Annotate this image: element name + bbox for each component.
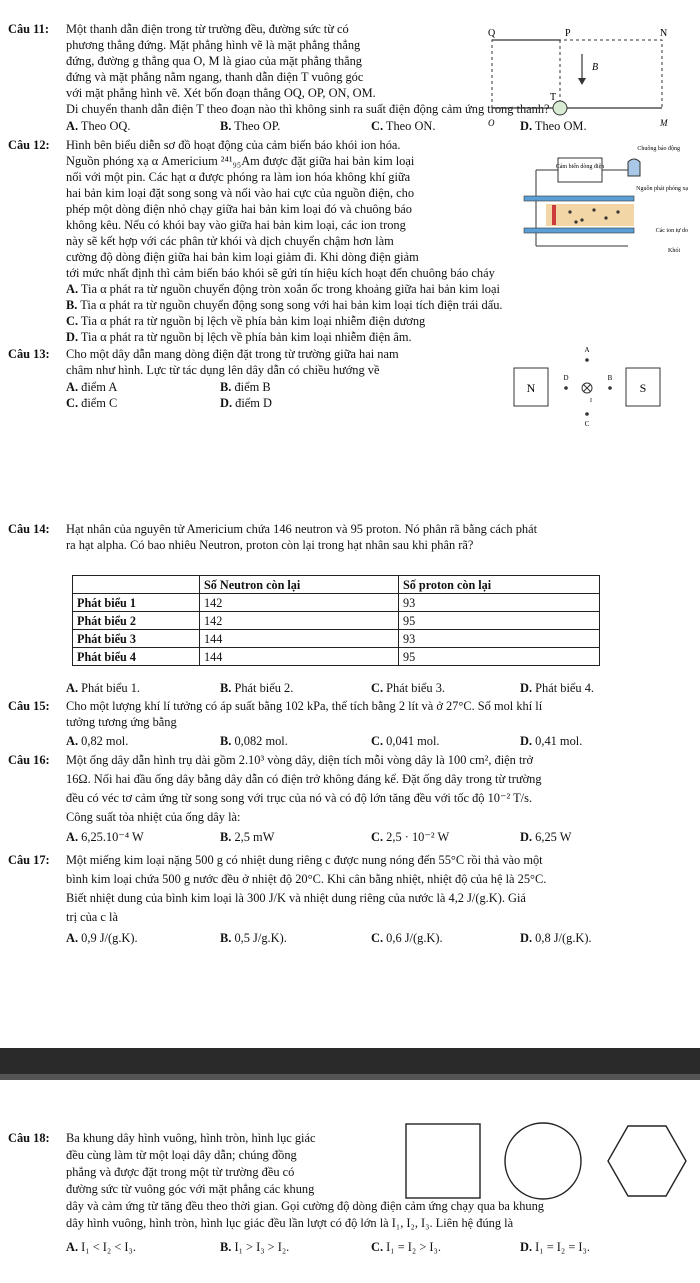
q15-label: Câu 15: bbox=[8, 699, 50, 713]
q11-figure-frame bbox=[492, 40, 662, 108]
q13-label-I: I bbox=[590, 398, 592, 404]
q12-ions-label: Các ion tự do bbox=[655, 228, 688, 234]
q16-line-1: Một ống dây dẫn hình trụ dài gồm 2.10³ vòng dây, diện tích mỗi vòng dây là 100 cm², điện trở bbox=[66, 753, 534, 767]
table-row: Phát biểu 4 144 95 bbox=[73, 648, 600, 666]
q15-line-2: tưởng tương ứng bằng bbox=[66, 715, 177, 729]
q14-label: Câu 14: bbox=[8, 522, 50, 536]
q16-option-d[interactable]: D. 6,25 W bbox=[520, 830, 572, 844]
option-letter: C. bbox=[371, 931, 384, 945]
q11-label-M: M bbox=[660, 118, 668, 128]
q13-option-a[interactable]: A. điểm A bbox=[66, 380, 118, 394]
option-letter: B. bbox=[220, 380, 232, 394]
q13-label: Câu 13: bbox=[8, 347, 50, 361]
q14-table-header: Số Neutron còn lại Số proton còn lại bbox=[73, 576, 600, 594]
q12-option-b[interactable]: B. Tia α phát ra từ nguồn chuyển động song song với hai bản kim loại tích điện trái dấu. bbox=[66, 298, 503, 312]
q18-label: Câu 18: bbox=[8, 1131, 50, 1145]
q13-option-d[interactable]: D. điểm D bbox=[220, 396, 272, 410]
option-letter: B. bbox=[220, 734, 232, 748]
option-letter: B. bbox=[220, 1240, 232, 1254]
q11-label-B: B bbox=[592, 62, 599, 73]
q12-option-a[interactable]: A. Tia α phát ra từ nguồn chuyển động tròn xoắn ốc trong khoảng giữa hai bản kim loại bbox=[66, 282, 500, 296]
q14-option-c[interactable]: C. Phát biểu 3. bbox=[371, 681, 445, 695]
q12-bottom-plate bbox=[524, 228, 634, 233]
q14-option-d[interactable]: D. Phát biểu 4. bbox=[520, 681, 594, 695]
option-letter: B. bbox=[220, 119, 232, 133]
q18-square-loop bbox=[406, 1124, 480, 1198]
q12-top-plate bbox=[524, 196, 634, 201]
q11-label-N: N bbox=[660, 28, 668, 39]
q14-line-1: Hạt nhân của nguyên tử Americium chứa 146 neutron và 95 proton. Nó phân rã bằng cách phát bbox=[66, 522, 538, 536]
q11-label-O: O bbox=[488, 118, 495, 128]
q14-option-b[interactable]: B. Phát biểu 2. bbox=[220, 681, 294, 695]
q12-line-6: không kêu. Nếu có khói bay vào giữa hai bản kim loại, các ion trong bbox=[66, 218, 406, 232]
option-letter: C. bbox=[371, 1240, 384, 1254]
option-letter: D. bbox=[520, 830, 533, 844]
q18-line-3: phẳng và được đặt trong một từ trường đều có bbox=[66, 1165, 295, 1179]
option-letter: C. bbox=[66, 396, 79, 410]
option-letter: B. bbox=[220, 931, 232, 945]
q11-option-a[interactable]: A. Theo OQ. bbox=[66, 119, 131, 133]
option-letter: D. bbox=[520, 931, 533, 945]
q15-option-a[interactable]: A. 0,82 mol. bbox=[66, 734, 129, 748]
page-break-band-shadow bbox=[0, 1074, 700, 1080]
q11-option-b[interactable]: B. Theo OP. bbox=[220, 119, 281, 133]
q16-label: Câu 16: bbox=[8, 753, 50, 767]
q18-line-2: đều cùng làm từ một loại dây dẫn; chúng đồng bbox=[66, 1148, 297, 1162]
option-letter: A. bbox=[66, 931, 79, 945]
option-letter: D. bbox=[520, 1240, 533, 1254]
option-letter: A. bbox=[66, 119, 79, 133]
option-letter: B. bbox=[220, 830, 232, 844]
q13-label-C: C bbox=[584, 420, 590, 428]
option-letter: A. bbox=[66, 380, 79, 394]
q15-option-c[interactable]: C. 0,041 mol. bbox=[371, 734, 440, 748]
q13-line-1: Cho một dây dẫn mang dòng điện đặt trong từ trường giữa hai nam bbox=[66, 347, 399, 361]
q12-line-8: cường độ dòng điện giữa hai bản kim loại giảm đi. Khi dòng điện giảm bbox=[66, 250, 419, 264]
q12-source bbox=[552, 205, 556, 225]
option-letter: A. bbox=[66, 830, 79, 844]
q17-line-3: Biết nhiệt dung của bình kim loại là 300 J/K và nhiệt dung riêng của nước là 4,2 J/(g.K). Giá bbox=[66, 891, 526, 905]
option-letter: C. bbox=[371, 734, 384, 748]
q17-line-2: bình kim loại chứa 500 g nước đều ở nhiệt độ 20°C. Khi cân bằng nhiệt, nhiệt độ của hệ là 25°C. bbox=[66, 872, 547, 886]
q11-label-P: P bbox=[565, 28, 571, 39]
option-letter: D. bbox=[220, 396, 233, 410]
q16-option-c[interactable]: C. 2,5 · 10⁻² W bbox=[371, 830, 450, 844]
q12-line-4: hai bản kim loại đặt song song và nối vào hai cực của nguồn điện, cho bbox=[66, 186, 415, 200]
q13-label-S: S bbox=[639, 381, 647, 395]
q17-line-4: trị của c là bbox=[66, 910, 118, 924]
q11-line-1: Một thanh dẫn điện trong từ trường đều, đường sức từ có bbox=[66, 22, 349, 36]
q11-label-T: T bbox=[550, 92, 557, 103]
q14-line-2: ra hạt alpha. Có bao nhiêu Neutron, proton còn lại trong hạt nhân sau khi phân rã? bbox=[66, 538, 474, 552]
page-break-band bbox=[0, 1048, 700, 1074]
q11-line-5: với mặt phẳng hình vẽ. Xét bốn đoạn thẳng OQ, OP, ON, OM. bbox=[66, 86, 376, 100]
q12-figure bbox=[510, 140, 692, 268]
q18-option-d[interactable]: D. I₁ = I₂ = I₃. bbox=[520, 1240, 590, 1254]
q12-sensor-label: Cảm biến dòng điện bbox=[555, 164, 605, 170]
q11-label: Câu 11: bbox=[8, 22, 49, 36]
q11-line-2: phương thẳng đứng. Mặt phẳng hình vẽ là mặt phẳng thẳng bbox=[66, 38, 361, 52]
option-letter: D. bbox=[520, 681, 533, 695]
q17-label: Câu 17: bbox=[8, 853, 50, 867]
q12-option-c[interactable]: C. Tia α phát ra từ nguồn bị lệch về phía bản kim loại nhiễm điện dương bbox=[66, 314, 426, 328]
q17-option-c[interactable]: C. 0,6 J/(g.K). bbox=[371, 931, 443, 945]
q11-conductor-T bbox=[553, 101, 567, 115]
q13-label-B: B bbox=[607, 374, 613, 382]
q13-label-A: A bbox=[584, 346, 590, 354]
q18-circle-loop bbox=[505, 1123, 581, 1199]
q15-line-1: Cho một lượng khí lí tưởng có áp suất bằng 102 kPa, thể tích bằng 2 lít và ở 27°C. Số mol khí lí bbox=[66, 699, 543, 713]
option-letter: D. bbox=[66, 330, 79, 344]
q11-label-Q: Q bbox=[488, 28, 496, 39]
q18-option-c[interactable]: C. I₁ = I₂ > I₃. bbox=[371, 1240, 441, 1254]
q18-hexagon-loop bbox=[608, 1126, 686, 1196]
q15-option-b[interactable]: B. 0,082 mol. bbox=[220, 734, 288, 748]
q14-option-a[interactable]: A. Phát biểu 1. bbox=[66, 681, 140, 695]
table-row: Phát biểu 1 142 93 bbox=[73, 594, 600, 612]
option-letter: C. bbox=[371, 119, 384, 133]
q18-figure bbox=[400, 1120, 698, 1204]
q13-line-2: châm như hình. Lực từ tác dụng lên dây dẫn có chiều hướng về bbox=[66, 363, 380, 377]
q12-sensor-box bbox=[558, 158, 602, 182]
q12-line-1: Hình bên biểu diễn sơ đồ hoạt động của cảm biến báo khói ion hóa. bbox=[66, 138, 401, 152]
option-letter: D. bbox=[520, 734, 533, 748]
q17-option-d[interactable]: D. 0,8 J/(g.K). bbox=[520, 931, 592, 945]
q12-line-7: này sẽ kết hợp với các phân tử khói và dịch chuyển chậm hơn làm bbox=[66, 234, 394, 248]
q16-line-4: Công suất tỏa nhiệt của ống dây là: bbox=[66, 810, 241, 824]
option-letter: A. bbox=[66, 282, 79, 296]
q12-label: Câu 12: bbox=[8, 138, 50, 152]
q17-option-b[interactable]: B. 0,5 J/g.K). bbox=[220, 931, 287, 945]
option-letter: A. bbox=[66, 681, 79, 695]
q18-line-4: đường sức từ vuông góc với mặt phẳng các khung bbox=[66, 1182, 315, 1196]
q14-table bbox=[72, 575, 600, 666]
option-letter: C. bbox=[371, 681, 384, 695]
q18-option-a[interactable]: A. I₁ < I₂ < I₃. bbox=[66, 1240, 136, 1254]
option-letter: D. bbox=[520, 119, 533, 133]
bell-icon bbox=[628, 159, 640, 176]
option-letter: C. bbox=[66, 314, 79, 328]
option-letter: A. bbox=[66, 734, 79, 748]
q18-line-1: Ba khung dây hình vuông, hình tròn, hình lục giác bbox=[66, 1131, 316, 1145]
q11-line-3: đứng, đường g thẳng qua O, M là giao của mặt phẳng thẳng bbox=[66, 54, 362, 68]
q18-line-5: dây và cảm ứng từ tăng đều theo thời gian. Gọi cường độ dòng điện cảm ứng chạy qua ba khung bbox=[66, 1199, 545, 1213]
q12-line-2: Nguồn phóng xạ α Americium ²⁴¹₉₅Am được đặt giữa hai bản kim loại bbox=[66, 154, 415, 168]
option-letter: B. bbox=[220, 681, 232, 695]
q13-label-N: N bbox=[526, 381, 536, 395]
q12-option-d[interactable]: D. Tia α phát ra từ nguồn bị lệch về phía bản kim loại nhiễm điện âm. bbox=[66, 330, 412, 344]
q12-line-5: phép một dòng điện nhỏ chạy giữa hai bản kim loại đó và chuông báo bbox=[66, 202, 413, 216]
option-letter: C. bbox=[371, 830, 384, 844]
q12-line-3: nối với một pin. Các hạt α được phóng ra làm ion hóa không khí giữa bbox=[66, 170, 411, 184]
q15-option-d[interactable]: D. 0,41 mol. bbox=[520, 734, 583, 748]
q12-bell-label: Chuông báo động bbox=[637, 146, 680, 152]
q16-option-b[interactable]: B. 2,5 mW bbox=[220, 830, 275, 844]
q16-line-3: đều có véc tơ cảm ứng từ song song với trục của nó và có độ lớn tăng đều với tốc độ 10⁻² T/s. bbox=[66, 791, 533, 805]
table-row: Phát biểu 2 142 95 bbox=[73, 612, 600, 630]
q17-line-1: Một miếng kim loại nặng 500 g có nhiệt dung riêng c được nung nóng đến 55°C rồi thả vào một bbox=[66, 853, 543, 867]
q13-option-b[interactable]: B. điểm B bbox=[220, 380, 271, 394]
q11-option-d[interactable]: D. Theo OM. bbox=[520, 119, 587, 133]
table-row: Phát biểu 3 144 93 bbox=[73, 630, 600, 648]
q12-smoke-label: Khói bbox=[668, 248, 680, 254]
q12-line-9: tới mức nhất định thì cảm biến báo khói sẽ gửi tín hiệu kích hoạt đến chuông báo cháy bbox=[66, 266, 495, 280]
q13-label-D: D bbox=[563, 374, 569, 382]
q11-line-6: Di chuyển thanh dẫn điện T theo đoạn nào thì không sinh ra suất điện động cảm ứng trong thanh? bbox=[66, 102, 550, 116]
q18-option-b[interactable]: B. I₁ > I₃ > I₂. bbox=[220, 1240, 290, 1254]
q11-option-c[interactable]: C. Theo ON. bbox=[371, 119, 436, 133]
option-letter: A. bbox=[66, 1240, 79, 1254]
q12-source-label: Nguồn phát phóng xạ bbox=[636, 186, 688, 192]
q13-figure bbox=[506, 344, 676, 428]
q13-option-c[interactable]: C. điểm C bbox=[66, 396, 118, 410]
q16-option-a[interactable]: A. 6,25.10⁻⁴ W bbox=[66, 830, 144, 844]
q16-line-2: 16Ω. Nối hai đầu ống dây bằng dây dẫn có điện trở không đáng kể. Đặt ống dây trong từ trường bbox=[66, 772, 542, 786]
q11-line-4: đứng và mặt phẳng nằm ngang, thanh dẫn điện T vuông góc bbox=[66, 70, 364, 84]
q17-option-a[interactable]: A. 0,9 J/(g.K). bbox=[66, 931, 138, 945]
q18-line-6: dây hình vuông, hình tròn, hình lục giác đều lần lượt có độ lớn là I₁, I₂, I₃. Liên hệ đúng là bbox=[66, 1216, 514, 1230]
option-letter: B. bbox=[66, 298, 78, 312]
